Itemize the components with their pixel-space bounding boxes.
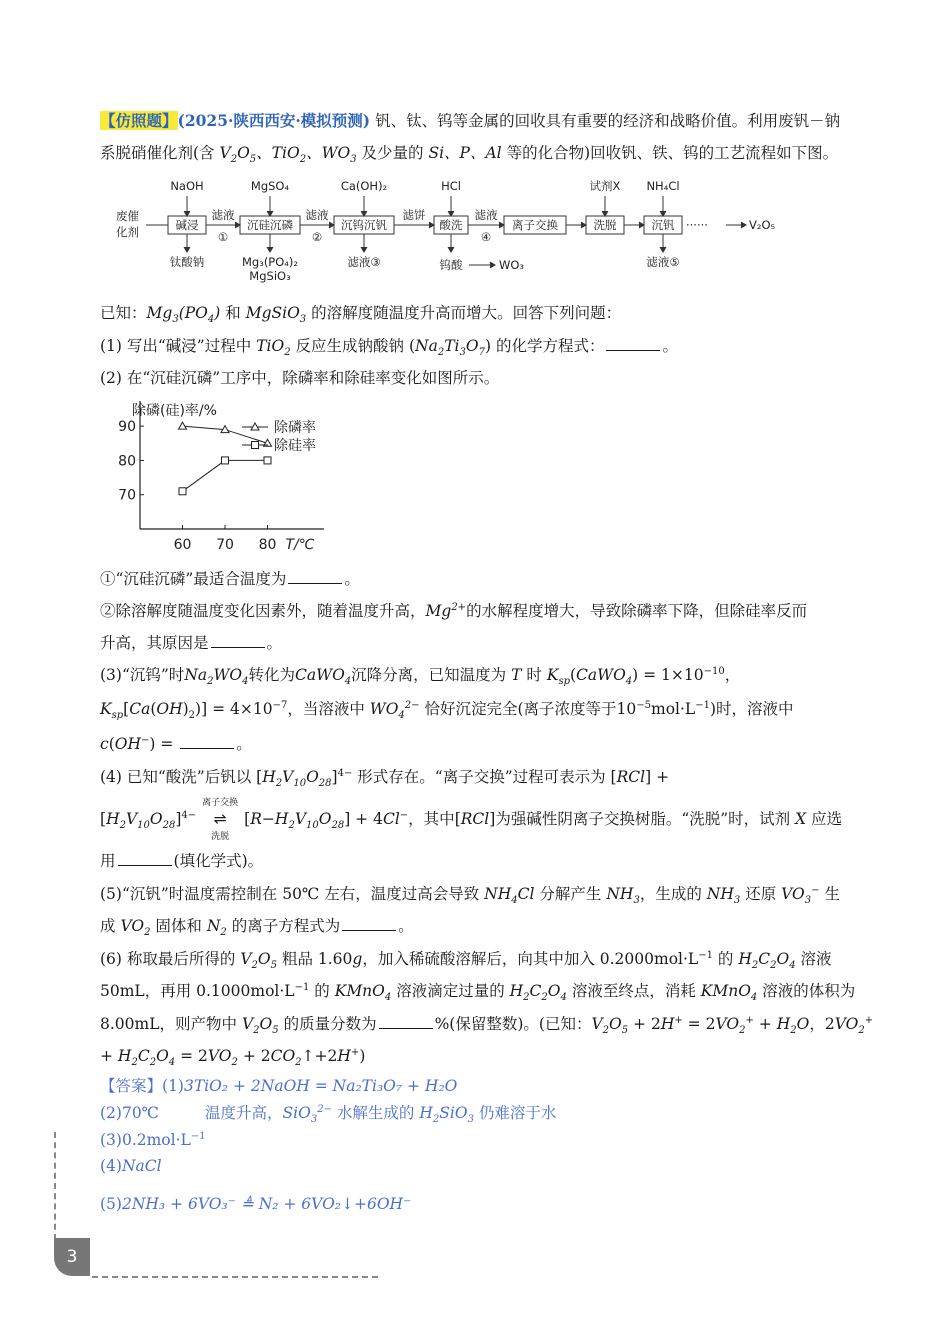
flow-box-label: 碱浸 xyxy=(175,218,199,232)
q2-2-line: ②除溶解度随温度变化因素外，随着温度升高，$Mg^{2+}$的水解程度增大，导致除磷率下降，但除硅率反而 xyxy=(100,601,808,620)
answer-5: 2NH₃ + 6VO₃⁻ ≜ N₂ + 6VO₂↓+6OH⁻ xyxy=(121,1195,412,1213)
flow-box-label: 沉钨沉钒 xyxy=(341,218,387,232)
answer-label: 【答案】 xyxy=(100,1077,163,1095)
y-tick-label: 70 xyxy=(118,487,136,504)
data-point xyxy=(179,488,186,495)
answer-line-1: 【答案】(1)3TiO₂ + 2NaOH = Na₂Ti₃O₇ + H₂O xyxy=(100,1077,458,1095)
answer-line-3: $(3)0.2mol\cdot L^{-1}$ xyxy=(100,1130,206,1149)
flow-link-label: 滤饼 xyxy=(402,208,426,222)
flow-link-label: ④ xyxy=(480,230,492,244)
q2-2-blank[interactable] xyxy=(211,633,265,648)
q4-blank[interactable] xyxy=(118,851,172,866)
question-intro-line-1 xyxy=(100,110,840,132)
q4-line-2: $[H_2V_{10}O_{28}]^{4-}$ 离子交换 ⇌ 洗脱 $[R-H_2V_{10}O_{28}] + 4Cl^-$，其中[RCl]为强碱性阴离子交换树脂。“洗脱”时，试剂 X 应选 xyxy=(100,798,843,842)
flow-reagent: NH₄Cl xyxy=(646,179,680,193)
flow-dots: ······ xyxy=(686,218,708,232)
flow-output: Mg₃(PO₄)₂ xyxy=(241,255,299,269)
legend-label: 除磷率 xyxy=(274,420,316,436)
data-point xyxy=(264,457,271,464)
x-tick-label: 70 xyxy=(216,537,234,553)
answer-1: 3TiO₂ + 2NaOH = Na₂Ti₃O₇ + H₂O xyxy=(183,1077,458,1095)
intro-text: 钒、钛、钨等金属的回收具有重要的经济和战略价值。利用废钒－钠 xyxy=(375,112,841,130)
x-tick-label: 60 xyxy=(173,537,192,553)
flow-box-label: 洗脱 xyxy=(593,218,617,232)
q3-line-3: c(OH−) = 。 xyxy=(100,734,252,753)
flow-reagent: MgSO₄ xyxy=(250,179,290,193)
flow-link-label: 滤液 xyxy=(305,208,329,222)
flow-output: 钨酸 xyxy=(439,258,463,272)
q3-line-1: (3)“沉钨”时$Na_2WO_4$转化为CaWO$_4$沉降分离，已知温度为 T 时 $K_{sp}(CaWO_4) = 1\times 10^{-10}$， xyxy=(100,665,741,688)
answer-line-4: (4)NaCl xyxy=(100,1157,162,1175)
q1-line: (1) 写出“碱浸”过程中 TiO$_2$ 反应生成钠酸钠 $(Na_2Ti_3O_7)$ 的化学方程式： 。 xyxy=(100,337,678,359)
legend-label: 除硅率 xyxy=(274,438,316,454)
q3-blank[interactable] xyxy=(180,734,234,749)
flow-output: 钛酸钠 xyxy=(169,255,205,269)
q5-line-1: (5)“沉钒”时温度需控制在 50℃ 左右，温度过高会导致 $NH_4Cl$ 分解产生 $NH_3$，生成的 $NH_3$ 还原 $VO_3^-$ 生 xyxy=(100,884,840,907)
y-tick-label: 80 xyxy=(118,453,136,470)
q2-2-line-2: 升高，其原因是 。 xyxy=(100,634,283,652)
flow-output: WO₃ xyxy=(499,258,525,272)
known-line: 已知：$Mg_3(PO_4)$ 和 MgSiO$_3$ 的溶解度随温度升高而增大。回答下列问题： xyxy=(100,304,622,326)
question-intro-line-2: 系脱硝催化剂(含 $V_2O_5$、TiO$_2$、$WO_3$ 及少量的 Si、P、Al 等的化合物)回收钒、铁、钨的工艺流程如下图。 xyxy=(100,144,839,166)
q2-1-blank[interactable] xyxy=(288,569,342,584)
q6-blank[interactable] xyxy=(379,1014,433,1029)
flow-box-label: 离子交换 xyxy=(512,218,558,232)
flow-output: 滤液⑤ xyxy=(646,255,680,269)
q1-blank[interactable] xyxy=(606,336,660,351)
flow-link-label: 滤液 xyxy=(211,208,235,222)
q6-line-4: + $H_2C_2O_4 = 2VO_2$ + $2CO_2↑+2H^+$) xyxy=(100,1046,366,1069)
flow-box-label: 沉硅沉磷 xyxy=(247,218,293,232)
answer-line-5: (5)2NH₃ + 6VO₃⁻ ≜ N₂ + 6VO₂↓+6OH⁻ xyxy=(100,1195,412,1213)
x-tick-label: 80 xyxy=(258,537,277,553)
flow-reagent: Ca(OH)₂ xyxy=(340,179,388,193)
series-line-2 xyxy=(183,460,268,491)
q5-blank[interactable] xyxy=(342,916,396,931)
flow-start-line-1: 废催 xyxy=(116,209,139,223)
y-axis-label: 除磷(硅)率/% xyxy=(132,403,217,419)
flow-product: V₂O₅ xyxy=(749,218,776,232)
flow-link-label: ① xyxy=(217,230,229,244)
q3-line-2: $K_{sp}[Ca(OH)_2)] = 4\times 10^{-7}$，当溶液中 $WO_4^{2-}$ 恰好沉淀完全(离子浓度等于$10^{-5}mol\cdot L^{-1}$)时，溶液中 xyxy=(100,699,794,722)
q6-line-1: (6) 称取最后所得的 $V_2O_5$ 粗品 1.60g，加入稀硫酸溶解后，向其中加入 $0.2000mol\cdot L^{-1}$ 的 $H_2C_2O_4$ 溶液 xyxy=(100,949,832,972)
page-number: 3 xyxy=(54,1238,90,1276)
flow-reagent: 试剂X xyxy=(589,179,621,193)
flow-reagent: HCl xyxy=(441,179,461,193)
data-point xyxy=(179,422,187,429)
flow-box-label: 沉钒 xyxy=(651,218,675,232)
flow-link-label: 滤液 xyxy=(474,208,498,222)
answer-line-2: (2)70℃ 温度升高，SiO$_3^{2-}$ 水解生成的 $H_2SiO_3$ 仍难溶于水 xyxy=(100,1103,557,1126)
q5-line-2: 成 $VO_2$ 固体和 $N_2$ 的离子方程式为 。 xyxy=(100,917,414,939)
flow-output: 滤液③ xyxy=(347,255,381,269)
page-border-horizontal xyxy=(92,1276,378,1278)
y-tick-label: 90 xyxy=(118,419,136,436)
data-point xyxy=(222,457,229,464)
q6-line-3: 8.00mL，则产物中 $V_2O_5$ 的质量分数为 %(保留整数)。(已知：$V_2O_5 + 2H^+ = 2VO_2^+ + H_2O$，$2VO_2^+$ xyxy=(100,1014,874,1037)
flow-box-label: 酸洗 xyxy=(439,218,463,232)
flow-link-label: ② xyxy=(311,230,323,244)
q4-line-1: (4) 已知“酸洗”后钒以 $[H_2V_{10}O_{28}]^{4-}$ 形式存在。“离子交换”过程可表示为 [RCl] + xyxy=(100,767,670,790)
q6-line-2: 50mL，再用 $0.1000mol\cdot L^{-1}$ 的 KMnO$_4$ 溶液滴定过量的 $H_2C_2O_4$ 溶液至终点，消耗 KMnO$_4$ 溶液的体积为 xyxy=(100,981,856,1004)
x-axis-label: T/℃ xyxy=(285,537,315,553)
page-border-vertical xyxy=(54,1132,56,1240)
flow-start-line-2: 化剂 xyxy=(116,225,139,239)
question-source: (2025·陕西西安·模拟预测) xyxy=(177,111,371,130)
flow-output: MgSiO₃ xyxy=(249,269,291,283)
q2-line: (2) 在“沉硅沉磷”工序中，除磷率和除硅率变化如图所示。 xyxy=(100,369,500,387)
removal-rate-chart xyxy=(112,397,342,559)
q4-line-3: 用 (填化学式)。 xyxy=(100,852,264,870)
q2-1-line: ①“沉硅沉磷”最适合温度为 。 xyxy=(100,570,360,588)
question-tag: 【仿照题】 xyxy=(100,111,178,130)
flow-reagent: NaOH xyxy=(170,179,204,193)
legend-marker xyxy=(252,442,259,449)
process-flow-diagram xyxy=(112,172,792,290)
